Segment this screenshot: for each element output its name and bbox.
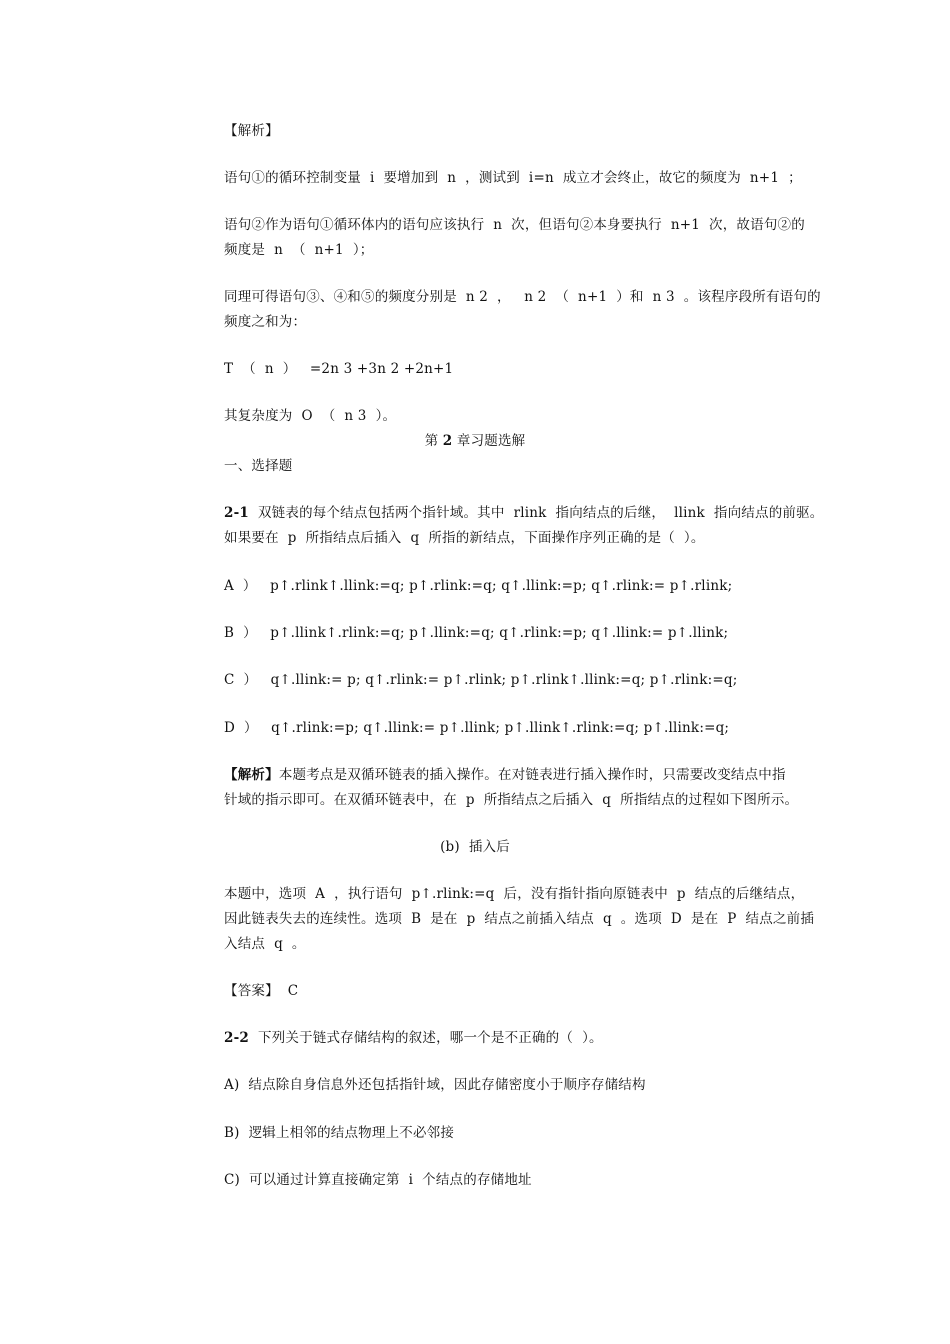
paragraph-line: 频度是 n （ n+1 ）； [224, 242, 374, 258]
option-c: C ） q↑.llink:= p; q↑.rlink:= p↑.rlink; p↑.rlink↑.llink:=q; p↑.rlink:=q; [224, 672, 738, 688]
explanation-tag: 【解析】 [224, 767, 279, 783]
paragraph-line: 语句②作为语句①循环体内的语句应该执行 n 次，但语句②本身要执行 n+1 次，故语句②的 [224, 217, 805, 233]
chapter-post: 章习题选解 [452, 433, 526, 449]
option-a: A) 结点除自身信息外还包括指针域，因此存储密度小于顺序存储结构 [224, 1077, 646, 1093]
option-b: B) 逻辑上相邻的结点物理上不必邻接 [224, 1125, 455, 1141]
paragraph-line: 语句①的循环控制变量 i 要增加到 n ，测试到 i=n 成立才会终止，故它的频度为 n+1 ； [224, 170, 802, 186]
chapter-number: 2 [442, 433, 453, 449]
question-line [224, 1029, 603, 1047]
paragraph-line: 因此链表失去的连续性。选项 B 是在 p 结点之前插入结点 q 。选项 D 是在 P 结点之前插 [224, 911, 815, 927]
explanation-line: 针域的指示即可。在双循环链表中，在 p 所指结点之后插入 q 所指结点的过程如下图所示。 [224, 792, 799, 808]
paragraph-line: 入结点 q 。 [224, 936, 306, 952]
question-number: 2-2 [224, 1030, 249, 1046]
explanation-text: 本题考点是双循环链表的插入操作。在对链表进行插入操作时，只需要改变结点中指 [278, 767, 786, 783]
answer-line: 【答案】 C [224, 983, 299, 999]
option-a: A ） p↑.rlink↑.llink:=q; p↑.rlink:=q; q↑.llink:=p; q↑.rlink:= p↑.rlink; [224, 578, 733, 594]
paragraph-line: 同理可得语句③、④和⑤的频度分别是 n 2 ， n 2 （ n+1 ）和 n 3 。该程序段所有语句的 [224, 289, 821, 305]
question-number: 2-1 [224, 505, 249, 521]
paragraph-line: 频度之和为： [224, 314, 307, 330]
question-text: 双链表的每个结点包括两个指针域。其中 rlink 指向结点的后继， llink 指向结点的前驱。 [249, 505, 824, 521]
chapter-title [0, 432, 950, 450]
figure-caption: (b) 插入后 [440, 839, 510, 855]
option-c: C) 可以通过计算直接确定第 i 个结点的存储地址 [224, 1172, 532, 1188]
question-line [224, 504, 824, 522]
question-text: 下列关于链式存储结构的叙述，哪一个是不正确的（ ）。 [249, 1030, 603, 1046]
formula-line: T （ n ） =2n 3 +3n 2 +2n+1 [224, 361, 454, 377]
option-b: B ） p↑.llink↑.rlink:=q; p↑.llink:=q; q↑.rlink:=p; q↑.llink:= p↑.llink; [224, 625, 729, 641]
option-d: D ） q↑.rlink:=p; q↑.llink:= p↑.llink; p↑.llink↑.rlink:=q; p↑.llink:=q; [224, 720, 730, 736]
complexity-line: 其复杂度为 O （ n 3 ）。 [224, 408, 397, 424]
chapter-pre: 第 [424, 433, 443, 449]
question-line: 如果要在 p 所指结点后插入 q 所指的新结点，下面操作序列正确的是（ ）。 [224, 530, 705, 546]
analysis-heading: 【解析】 [224, 123, 279, 139]
explanation-line [224, 766, 786, 784]
section-heading: 一、选择题 [224, 458, 293, 474]
paragraph-line: 本题中，选项 A ，执行语句 p↑.rlink:=q 后，没有指针指向原链表中 p 结点的后继结点， [224, 886, 805, 902]
